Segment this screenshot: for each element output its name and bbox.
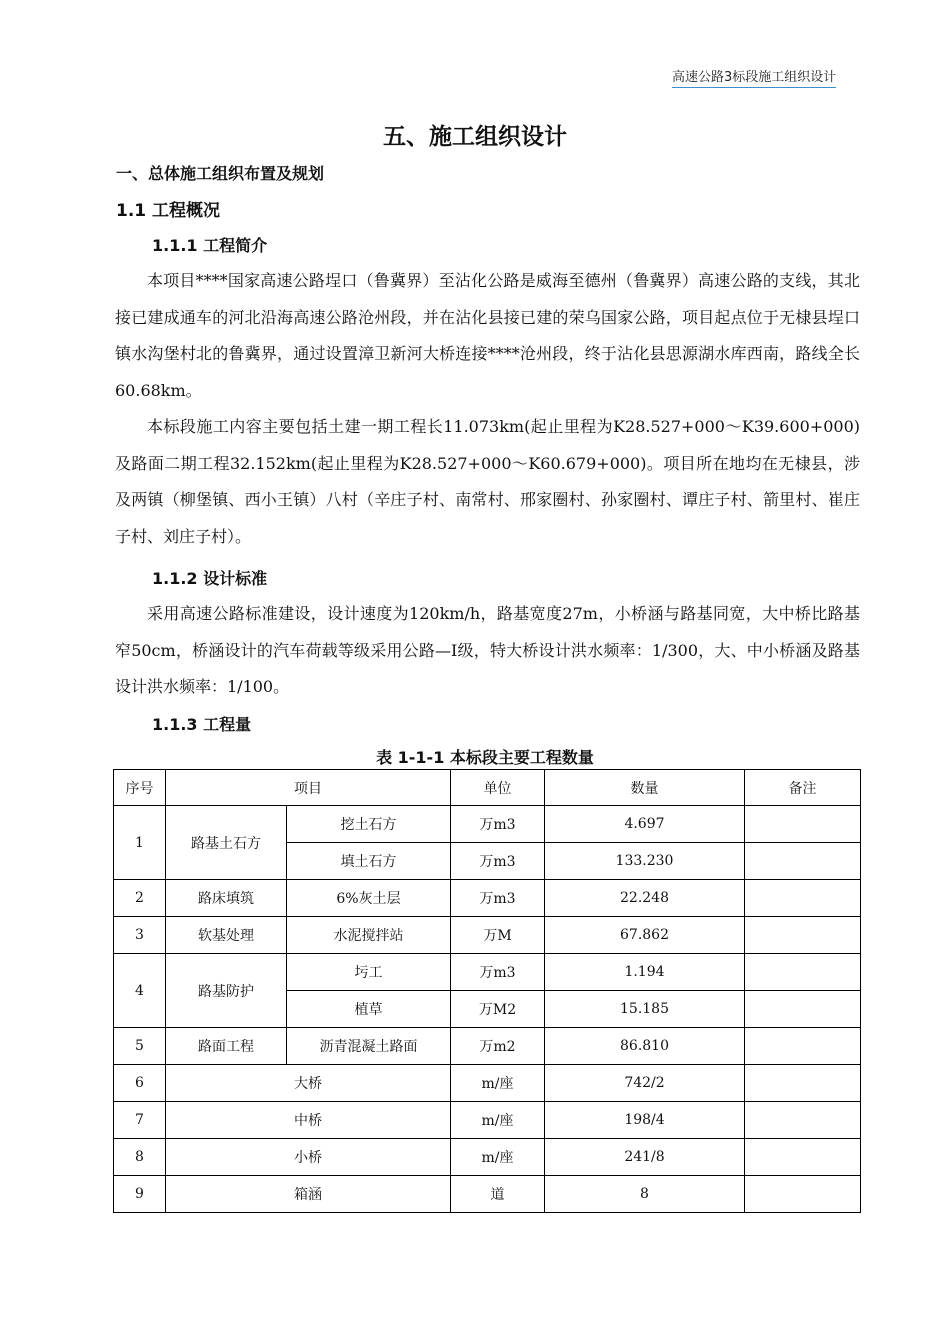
table-row	[114, 1139, 861, 1176]
cell-note	[745, 917, 861, 954]
cell-no: 9	[114, 1176, 166, 1213]
cell-category: 路面工程	[166, 1028, 287, 1065]
cell-unit: 万m3	[451, 880, 545, 917]
cell-unit: m/座	[451, 1139, 545, 1176]
cell-qty: 15.185	[545, 991, 745, 1028]
cell-qty: 8	[545, 1176, 745, 1213]
cell-unit: 万M	[451, 917, 545, 954]
cell-qty: 198/4	[545, 1102, 745, 1139]
page-title: 五、施工组织设计	[383, 124, 567, 150]
paragraph-project-intro: 本项目****国家高速公路埕口（鲁冀界）至沾化公路是威海至德州（鲁冀界）高速公路的支线，其北接已建成通车的河北沿海高速公路沧州段，并在沾化县接已建的荣乌国家公路，项目起点位于无棣县埕口镇水沟堡村北的鲁冀界，通过设置漳卫新河大桥连接****沧州段，终于沾化县思源湖水库西南，路线全长60.68km。	[115, 271, 860, 400]
header-item: 项目	[166, 770, 451, 806]
header-unit: 单位	[451, 770, 545, 806]
table-row	[114, 1065, 861, 1102]
cell-item: 箱涵	[166, 1176, 451, 1213]
cell-no: 6	[114, 1065, 166, 1102]
cell-category: 路基土石方	[166, 806, 287, 880]
page-header: 高速公路3标段施工组织设计	[672, 66, 836, 88]
cell-category: 路床填筑	[166, 880, 287, 917]
table-row	[114, 1102, 861, 1139]
cell-subitem: 沥青混凝土路面	[287, 1028, 451, 1065]
cell-qty: 241/8	[545, 1139, 745, 1176]
heading-1-1-3: 1.1.3 工程量	[152, 715, 252, 734]
cell-note	[745, 806, 861, 843]
paragraph-design-standard: 采用高速公路标准建设，设计速度为120km/h，路基宽度27m，小桥涵与路基同宽，大中桥比路基窄50cm，桥涵设计的汽车荷载等级采用公路—I级，特大桥设计洪水频率：1/300，大、中小桥涵及路基设计洪水频率：1/100。	[115, 604, 860, 696]
cell-note	[745, 1028, 861, 1065]
table-row	[114, 880, 861, 917]
cell-subitem: 植草	[287, 991, 451, 1028]
cell-note	[745, 991, 861, 1028]
section-heading: 一、总体施工组织布置及规划	[116, 164, 325, 183]
cell-note	[745, 1176, 861, 1213]
cell-qty: 133.230	[545, 843, 745, 880]
cell-no: 1	[114, 806, 166, 880]
paragraph-scope: 本标段施工内容主要包括土建一期工程长11.073km(起止里程为K28.527+000～K39.600+000)及路面二期工程32.152km(起止里程为K28.527+000～K60.679+000)。项目所在地均在无棣县，涉及两镇（柳堡镇、西小王镇）八村（辛庄子村、南常村、邢家圈村、孙家圈村、谭庄子村、箭里村、崔庄子村、刘庄子村）。	[115, 417, 860, 546]
cell-no: 8	[114, 1139, 166, 1176]
cell-subitem: 填土石方	[287, 843, 451, 880]
cell-no: 5	[114, 1028, 166, 1065]
cell-qty: 1.194	[545, 954, 745, 991]
cell-note	[745, 880, 861, 917]
table-row	[114, 954, 861, 991]
cell-unit: 道	[451, 1176, 545, 1213]
cell-no: 7	[114, 1102, 166, 1139]
table-row	[114, 1176, 861, 1213]
cell-unit: 万m2	[451, 1028, 545, 1065]
cell-item: 大桥	[166, 1065, 451, 1102]
cell-qty: 4.697	[545, 806, 745, 843]
cell-unit: 万M2	[451, 991, 545, 1028]
cell-subitem: 水泥搅拌站	[287, 917, 451, 954]
cell-item: 中桥	[166, 1102, 451, 1139]
cell-note	[745, 1065, 861, 1102]
cell-item: 小桥	[166, 1139, 451, 1176]
cell-category: 路基防护	[166, 954, 287, 1028]
cell-subitem: 圬工	[287, 954, 451, 991]
header-note: 备注	[745, 770, 861, 806]
cell-note	[745, 1139, 861, 1176]
table-row	[114, 1028, 861, 1065]
cell-qty: 67.862	[545, 917, 745, 954]
cell-unit: 万m3	[451, 954, 545, 991]
cell-qty: 22.248	[545, 880, 745, 917]
cell-note	[745, 843, 861, 880]
cell-subitem: 6%灰土层	[287, 880, 451, 917]
table-row	[114, 806, 861, 843]
header-qty: 数量	[545, 770, 745, 806]
header-no: 序号	[114, 770, 166, 806]
cell-no: 2	[114, 880, 166, 917]
heading-1-1-1: 1.1.1 工程简介	[152, 236, 268, 255]
cell-qty: 742/2	[545, 1065, 745, 1102]
table-row	[114, 917, 861, 954]
cell-category: 软基处理	[166, 917, 287, 954]
table-caption: 表 1-1-1 本标段主要工程数量	[376, 748, 594, 767]
cell-no: 4	[114, 954, 166, 1028]
quantity-table	[113, 769, 861, 1213]
table-header-row	[114, 770, 861, 806]
heading-1-1-2: 1.1.2 设计标准	[152, 569, 268, 588]
subsection-heading: 1.1 工程概况	[116, 201, 221, 221]
cell-note	[745, 954, 861, 991]
cell-subitem: 挖土石方	[287, 806, 451, 843]
cell-unit: m/座	[451, 1065, 545, 1102]
cell-note	[745, 1102, 861, 1139]
cell-no: 3	[114, 917, 166, 954]
cell-unit: 万m3	[451, 843, 545, 880]
cell-unit: 万m3	[451, 806, 545, 843]
cell-unit: m/座	[451, 1102, 545, 1139]
cell-qty: 86.810	[545, 1028, 745, 1065]
